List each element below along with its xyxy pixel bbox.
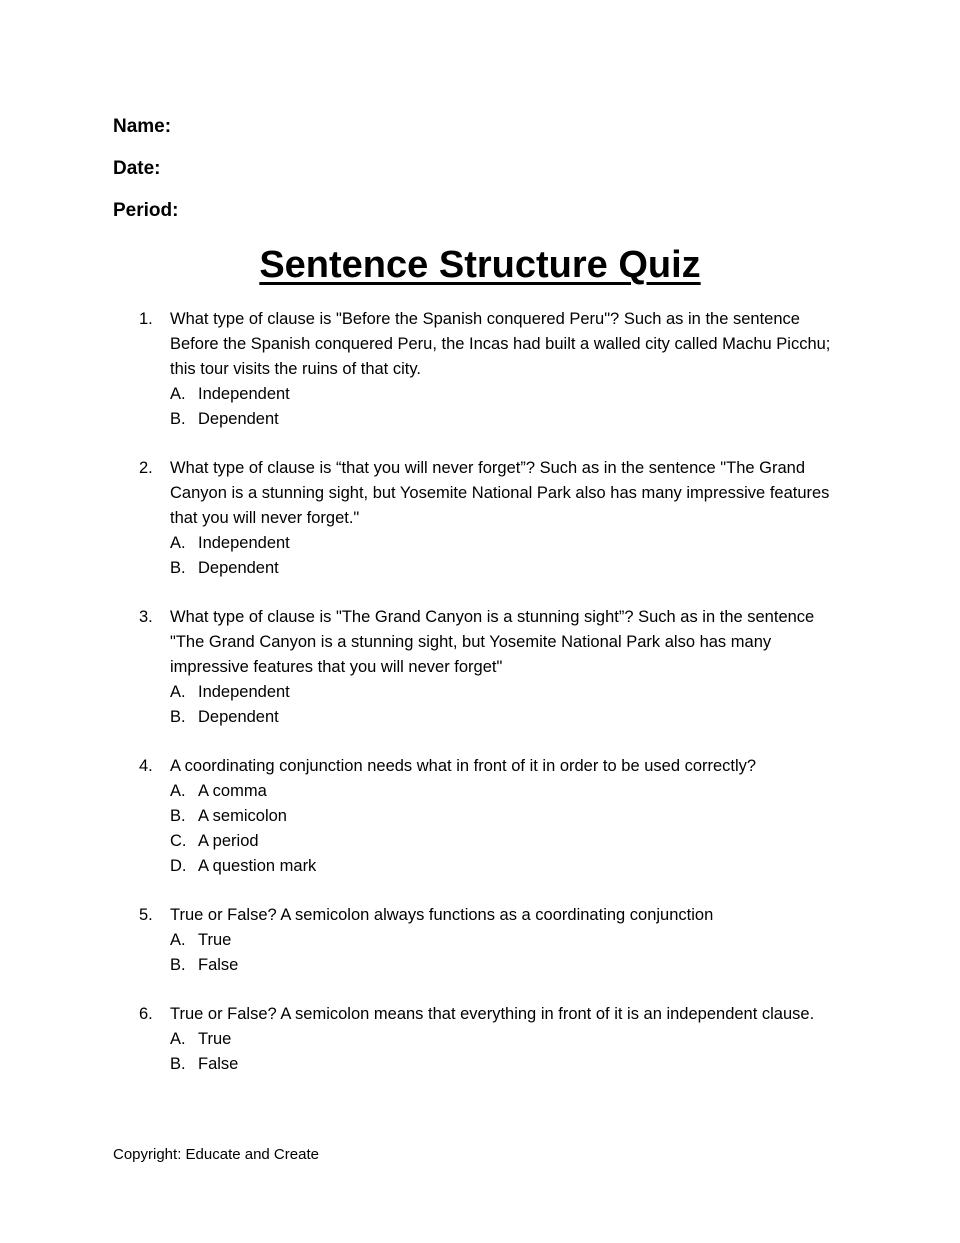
question-5 bbox=[0, 903, 960, 978]
option-letter: B. bbox=[170, 1055, 186, 1073]
question-number: 3. bbox=[139, 608, 153, 626]
answer-option bbox=[170, 531, 960, 556]
answer-options bbox=[170, 1027, 960, 1077]
option-letter: D. bbox=[170, 857, 187, 875]
question-number: 1. bbox=[139, 310, 153, 328]
page-title: Sentence Structure Quiz bbox=[259, 244, 701, 286]
option-text: A comma bbox=[198, 782, 267, 800]
answer-options bbox=[170, 779, 960, 879]
answer-option bbox=[170, 705, 960, 730]
option-letter: C. bbox=[170, 832, 187, 850]
option-text: A semicolon bbox=[198, 807, 287, 825]
option-letter: A. bbox=[170, 534, 186, 552]
option-letter: A. bbox=[170, 683, 186, 701]
answer-option bbox=[170, 680, 960, 705]
question-text: What type of clause is "Before the Spanish conquered Peru"? Such as in the sentence Before the Spanish conquered Peru, the Incas had built a walled city called Machu Picchu; this tour visits the ruins of that city. bbox=[170, 310, 831, 378]
question-text: A coordinating conjunction needs what in front of it in order to be used correctly? bbox=[170, 757, 757, 775]
option-text: Dependent bbox=[198, 559, 279, 577]
option-text: A question mark bbox=[198, 857, 317, 875]
option-letter: B. bbox=[170, 559, 186, 577]
copyright-footer: Copyright: Educate and Create bbox=[113, 1146, 319, 1163]
student-info-fields bbox=[113, 114, 178, 240]
question-number: 4. bbox=[139, 757, 153, 775]
answer-option bbox=[170, 953, 960, 978]
question-4 bbox=[0, 754, 960, 879]
question-text: What type of clause is “that you will never forget”? Such as in the sentence "The Grand Canyon is a stunning sight, but Yosemite National Park also has many impressive features that you will never forget." bbox=[170, 459, 830, 527]
question-number: 2. bbox=[139, 459, 153, 477]
option-letter: A. bbox=[170, 782, 186, 800]
name-label: Name: bbox=[113, 116, 172, 137]
question-6 bbox=[0, 1002, 960, 1077]
answer-options bbox=[170, 531, 960, 581]
option-letter: B. bbox=[170, 807, 186, 825]
option-text: A period bbox=[198, 832, 259, 850]
answer-option bbox=[170, 1027, 960, 1052]
option-text: False bbox=[198, 1055, 239, 1073]
answer-option bbox=[170, 556, 960, 581]
answer-options bbox=[170, 928, 960, 978]
period-label: Period: bbox=[113, 200, 179, 221]
answer-option bbox=[170, 804, 960, 829]
option-letter: B. bbox=[170, 410, 186, 428]
answer-option bbox=[170, 928, 960, 953]
question-list bbox=[0, 307, 960, 1101]
question-number: 6. bbox=[139, 1005, 153, 1023]
question-text: True or False? A semicolon always functions as a coordinating conjunction bbox=[170, 906, 714, 924]
option-letter: A. bbox=[170, 1030, 186, 1048]
option-letter: A. bbox=[170, 385, 186, 403]
option-text: Dependent bbox=[198, 708, 279, 726]
answer-option bbox=[170, 854, 960, 879]
question-text: What type of clause is "The Grand Canyon is a stunning sight”? Such as in the sentence "The Grand Canyon is a stunning sight, but Yosemite National Park also has many impressive features that you will never forget" bbox=[170, 608, 815, 676]
answer-options bbox=[170, 382, 960, 432]
answer-option bbox=[170, 829, 960, 854]
answer-option bbox=[170, 779, 960, 804]
question-2 bbox=[0, 456, 960, 581]
answer-option bbox=[170, 407, 960, 432]
answer-options bbox=[170, 680, 960, 730]
question-text: True or False? A semicolon means that everything in front of it is an independent clause. bbox=[170, 1005, 815, 1023]
option-text: Dependent bbox=[198, 410, 279, 428]
question-3 bbox=[0, 605, 960, 730]
option-text: Independent bbox=[198, 683, 290, 701]
answer-option bbox=[170, 382, 960, 407]
question-1 bbox=[0, 307, 960, 432]
option-letter: B. bbox=[170, 708, 186, 726]
date-label: Date: bbox=[113, 158, 161, 179]
option-letter: A. bbox=[170, 931, 186, 949]
option-letter: B. bbox=[170, 956, 186, 974]
question-number: 5. bbox=[139, 906, 153, 924]
answer-option bbox=[170, 1052, 960, 1077]
option-text: True bbox=[198, 1030, 232, 1048]
option-text: False bbox=[198, 956, 239, 974]
option-text: Independent bbox=[198, 385, 290, 403]
option-text: True bbox=[198, 931, 232, 949]
option-text: Independent bbox=[198, 534, 290, 552]
